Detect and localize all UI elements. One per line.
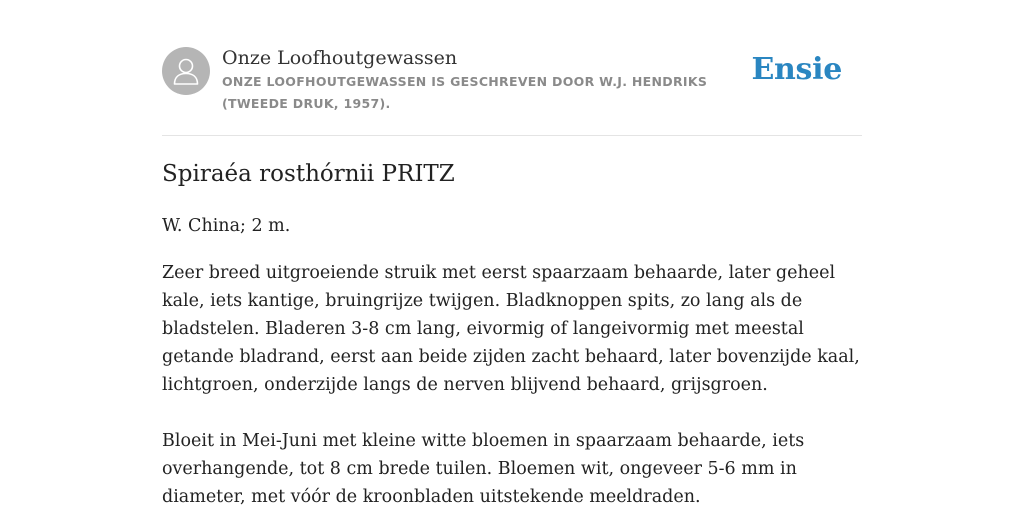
book-title[interactable]: Onze Loofhoutgewassen — [222, 47, 458, 69]
book-subtitle: ONZE LOOFHOUTGEWASSEN IS GESCHREVEN DOOR W.J. HENDRIKS (TWEEDE DRUK, 1957). — [222, 74, 708, 111]
article-paragraph-flowering: Bloeit in Mei-Juni met kleine witte bloemen in spaarzaam behaarde, iets overhangende, tot 8 cm brede tuilen. Bloemen wit, ongeveer 5-6 mm in diameter, met vóór de kroonbladen uitstekende meeldraden. — [162, 431, 805, 507]
article-paragraph-description: Zeer breed uitgroeiende struik met eerst spaarzaam behaarde, later geheel kale, iets kantige, bruingrijze twijgen. Bladknoppen spits, zo lang als de bladstelen. Bladeren 3-8 cm lang, eivormig of langeivormig met meestal getande bladrand, eerst aan beide zijden zacht behaard, later bovenzijde kaal, lichtgroen, onderzijde langs de nerven blijvend behaard, grijsgroen. — [162, 263, 860, 395]
ensie-logo[interactable]: Ensie — [751, 52, 842, 87]
article-paragraph-origin: W. China; 2 m. — [162, 216, 291, 236]
article-title: Spiraéa rosthórnii PRITZ — [162, 161, 455, 187]
user-avatar-icon[interactable] — [162, 47, 210, 95]
document-page — [162, 0, 862, 512]
book-header — [162, 46, 862, 116]
header-divider — [162, 135, 862, 136]
